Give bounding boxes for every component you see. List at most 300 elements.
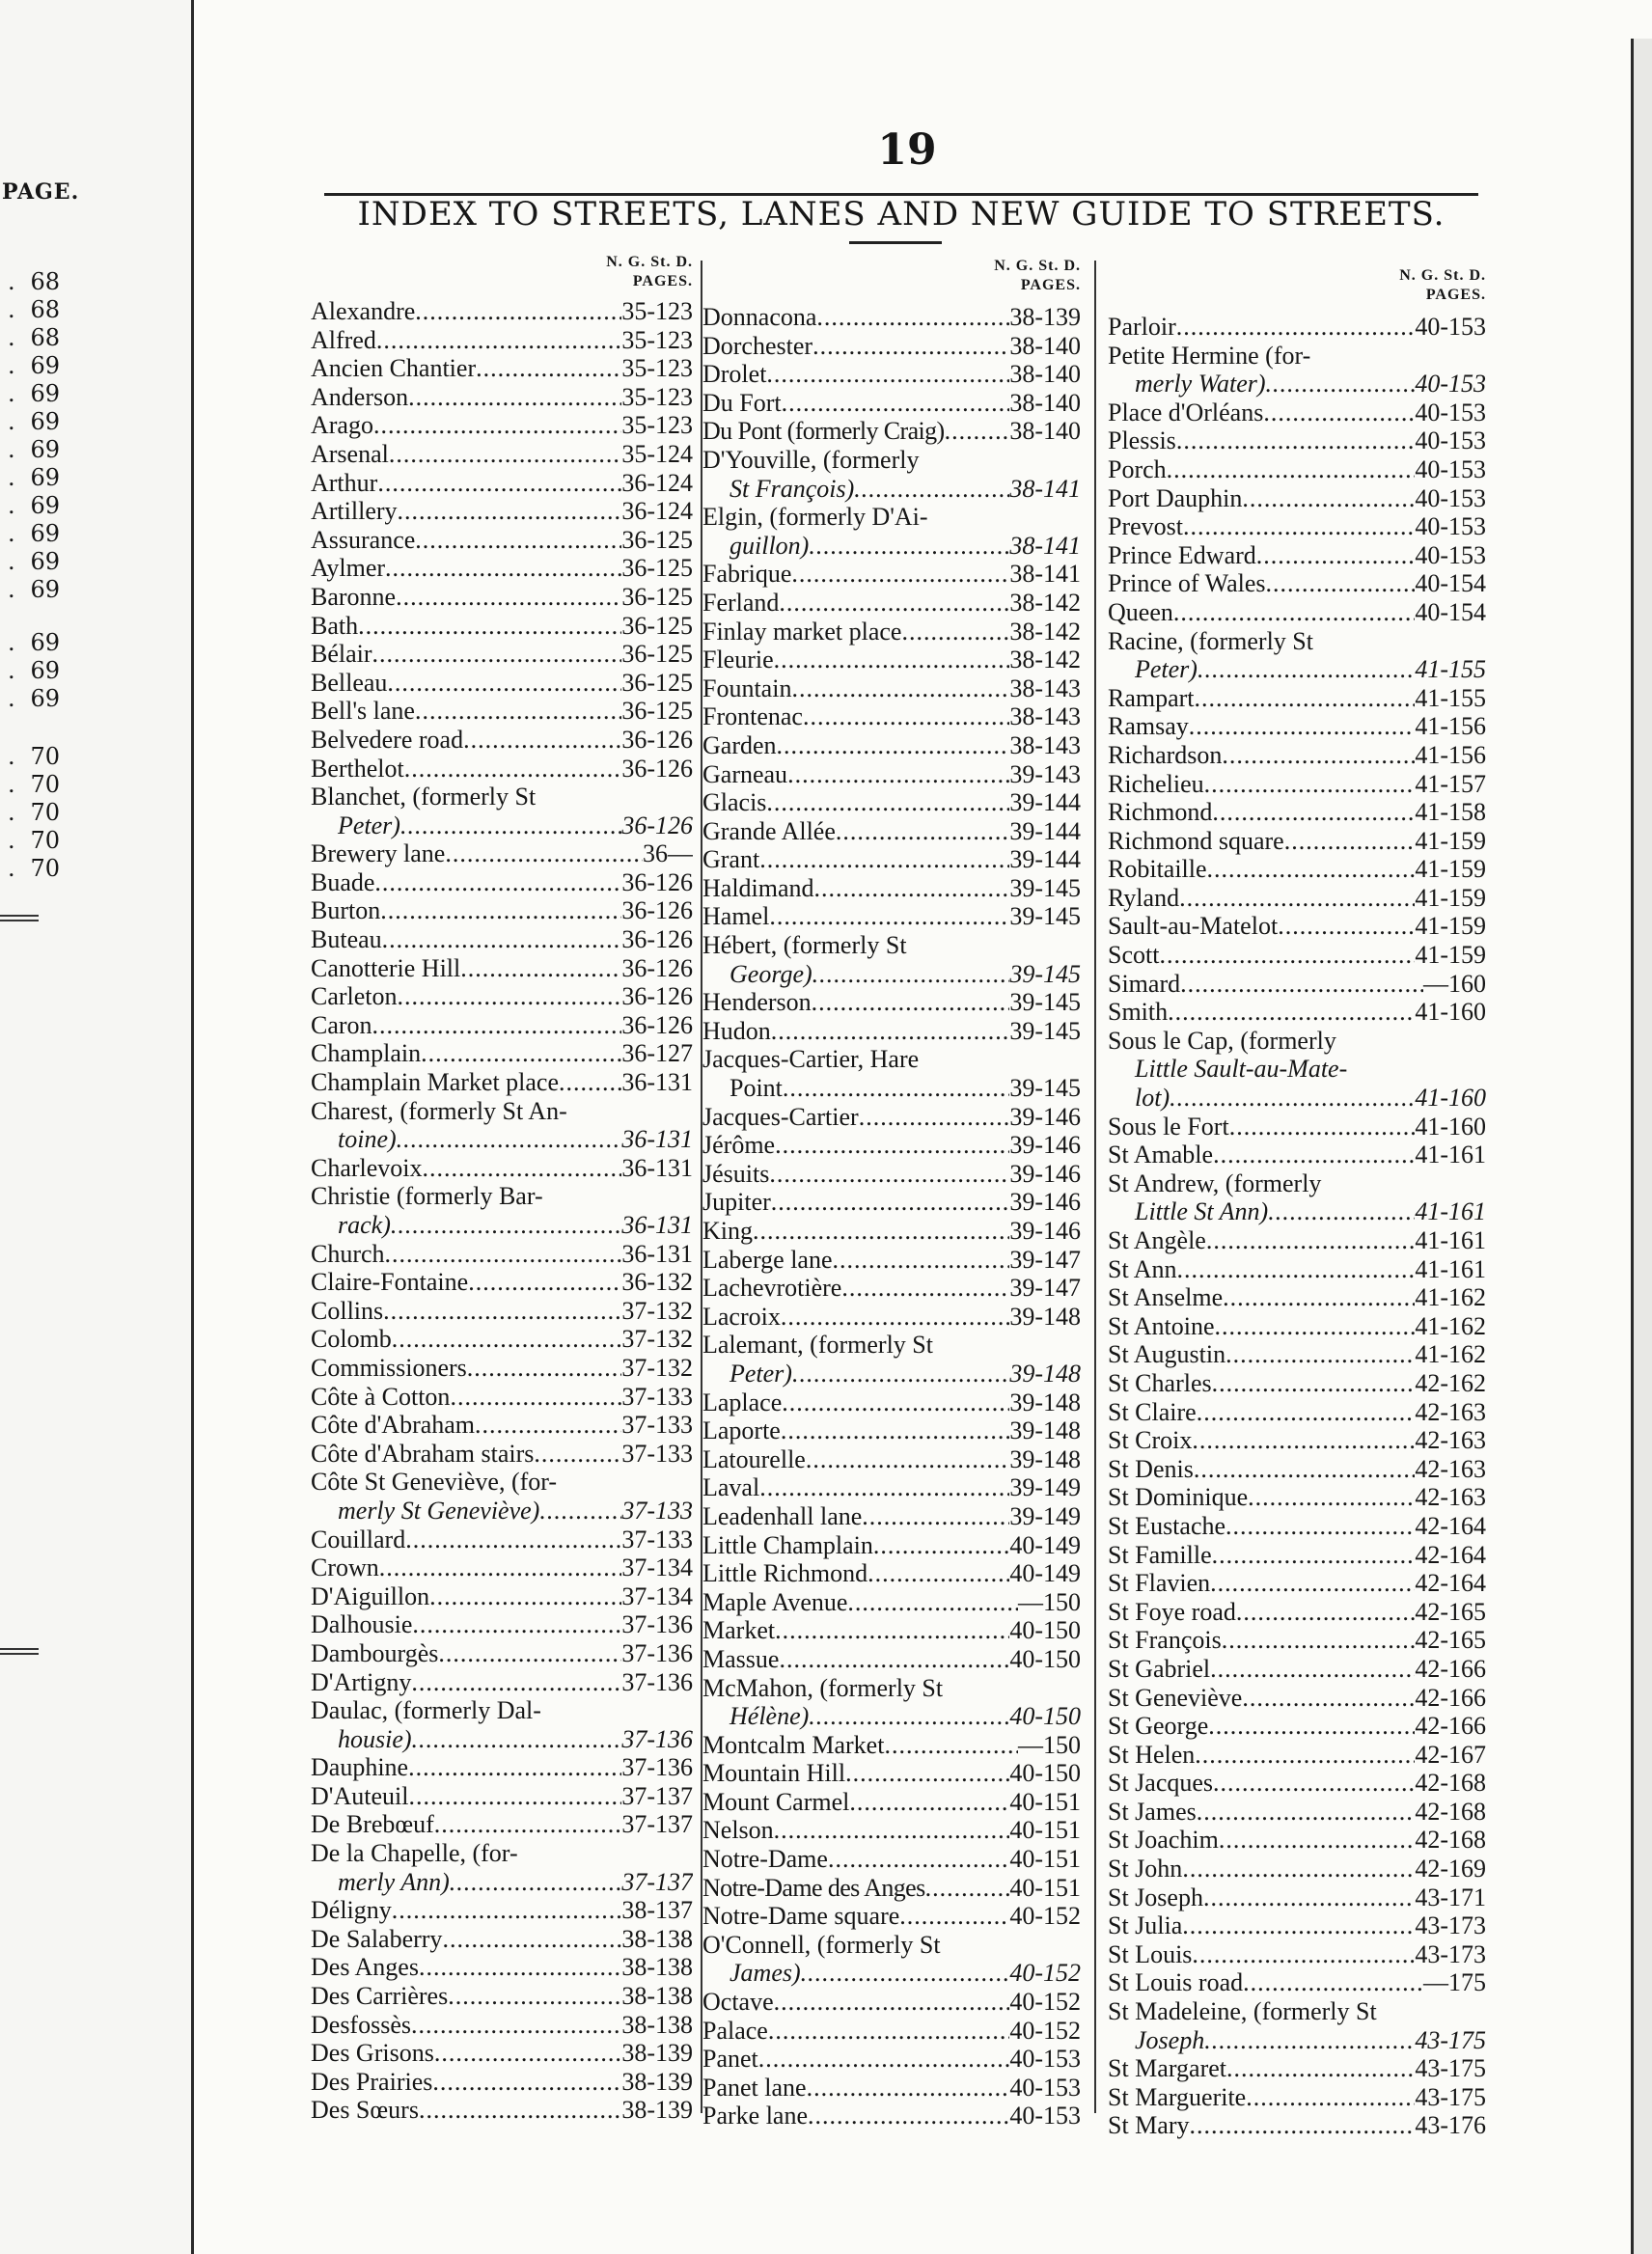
- page-reference: 41-161: [1415, 1141, 1486, 1169]
- street-name: St James: [1108, 1797, 1197, 1826]
- previous-page-number: . 70: [0, 771, 60, 798]
- street-name: Couillard: [311, 1525, 406, 1553]
- index-entries: [702, 303, 1081, 2130]
- street-name: Simard: [1108, 969, 1181, 998]
- street-name: Dorchester: [702, 331, 813, 360]
- dot-leader: [1180, 970, 1423, 999]
- street-name: St Famille: [1108, 1540, 1212, 1569]
- street-name: lot): [1135, 1084, 1170, 1113]
- dot-leader: [901, 618, 1009, 646]
- street-name: St Eustache: [1108, 1511, 1226, 1540]
- index-entry: [1108, 1340, 1486, 1369]
- index-entry: [311, 1125, 693, 1154]
- street-name: Latourelle: [702, 1444, 806, 1473]
- street-name: Lacroix: [702, 1302, 781, 1331]
- dot-leader: [783, 1074, 1009, 1103]
- dot-leader: [1170, 1084, 1415, 1113]
- page-reference: 40-152: [1009, 1959, 1081, 1988]
- column-header: [1351, 266, 1486, 305]
- street-name: St Croix: [1108, 1426, 1193, 1455]
- index-entry: [311, 669, 693, 698]
- index-entry: [311, 2011, 693, 2040]
- page-reference: 36-125: [621, 554, 693, 583]
- index-entry: [702, 532, 1081, 561]
- page-title: INDEX TO STREETS, LANES AND NEW GUIDE TO STREETS.: [357, 195, 1446, 234]
- index-entry: [702, 1988, 1081, 2017]
- page-reference: 42-163: [1415, 1397, 1486, 1426]
- street-name: Jupiter: [702, 1188, 771, 1217]
- street-name: D'Auteuil: [311, 1781, 409, 1810]
- dot-leader: [377, 469, 621, 498]
- street-name: Nelson: [702, 1816, 774, 1845]
- street-name: Fleurie: [702, 646, 774, 674]
- dot-leader: [1229, 1113, 1416, 1141]
- page-reference: 41-160: [1415, 1112, 1486, 1141]
- index-entry: [702, 1017, 1081, 1046]
- dot-leader: [1204, 770, 1416, 799]
- index-entry: [702, 1874, 1081, 1903]
- dot-leader: [468, 1268, 621, 1297]
- dot-leader: [803, 702, 1009, 731]
- dot-leader: [1207, 855, 1416, 884]
- street-name: Dalhousie: [311, 1610, 413, 1639]
- index-entry: [702, 1788, 1081, 1817]
- page-reference: 36-124: [621, 497, 693, 526]
- index-entry: [1108, 1255, 1486, 1284]
- dot-leader: [1176, 313, 1416, 342]
- page-reference: 39-147: [1009, 1245, 1081, 1274]
- dot-leader: [442, 1925, 621, 1954]
- dot-leader: [849, 1788, 1009, 1817]
- dot-leader: [383, 1297, 621, 1326]
- page-reference: 36-126: [621, 867, 693, 896]
- page-reference: 40-151: [1009, 1816, 1081, 1845]
- street-name: Crown: [311, 1553, 379, 1582]
- index-entry: [1108, 1197, 1486, 1226]
- street-name: Sault-au-Matelot: [1108, 912, 1279, 941]
- page-reference: 41-156: [1415, 712, 1486, 741]
- street-name: McMahon, (formerly St: [702, 1673, 944, 1702]
- dot-leader: [412, 1725, 622, 1754]
- page-reference: 37-133: [621, 1525, 693, 1553]
- street-name: Palace: [702, 2016, 768, 2045]
- dot-leader: [1225, 1340, 1415, 1369]
- index-entry: [702, 1131, 1081, 1160]
- dot-leader: [1278, 912, 1415, 941]
- page-reference: 41-156: [1415, 740, 1486, 769]
- street-name: Leadenhall lane: [702, 1501, 863, 1530]
- page-reference: 41-159: [1415, 883, 1486, 912]
- page-reference: 42-168: [1415, 1769, 1486, 1798]
- index-entry: [702, 1674, 1081, 1703]
- street-name: Jésuits: [702, 1159, 770, 1188]
- page-reference: 38-140: [1009, 388, 1081, 417]
- index-entry: [311, 1268, 693, 1297]
- previous-page-number: . 69: [0, 629, 60, 656]
- dot-leader: [463, 726, 621, 755]
- page-reference: 37-134: [621, 1553, 693, 1582]
- page-reference: 41-159: [1415, 912, 1486, 941]
- index-entry: [311, 1097, 693, 1126]
- street-name: Champlain Market place: [311, 1068, 560, 1097]
- page-reference: 36-125: [621, 582, 693, 611]
- dot-leader: [1219, 1826, 1415, 1855]
- index-entry: [311, 982, 693, 1011]
- dot-leader: [769, 902, 1009, 931]
- index-entry: [702, 303, 1081, 332]
- page-reference: 40-150: [1009, 1644, 1081, 1673]
- index-entry: [702, 2102, 1081, 2130]
- dot-leader: [812, 988, 1010, 1017]
- street-name: Garneau: [702, 759, 788, 788]
- index-entry: [702, 1531, 1081, 1560]
- page-reference: 39-149: [1009, 1473, 1081, 1502]
- column-header-line1: N. G. St. D.: [994, 258, 1081, 274]
- dot-leader: [1195, 1741, 1415, 1770]
- street-name: Côte à Cotton: [311, 1382, 451, 1411]
- dot-leader: [392, 1325, 622, 1354]
- page-reference: 36-124: [621, 468, 693, 497]
- index-entry: [702, 618, 1081, 646]
- street-name: Richardson: [1108, 740, 1223, 769]
- page-reference: 39-145: [1009, 1016, 1081, 1045]
- index-entry: [1108, 512, 1486, 541]
- page-reference: 40-153: [1415, 426, 1486, 455]
- index-entry: [1108, 541, 1486, 570]
- dot-leader: [391, 1211, 621, 1240]
- index-entry: [1108, 1226, 1486, 1255]
- previous-page-number: . 69: [0, 576, 60, 603]
- column-header-line1: N. G. St. D.: [1399, 267, 1486, 284]
- page-reference: 37-137: [621, 1781, 693, 1810]
- index-entry: [702, 674, 1081, 703]
- page-reference: 39-144: [1009, 845, 1081, 874]
- dot-leader: [769, 1160, 1009, 1189]
- street-name: Des Grisons: [311, 2039, 434, 2068]
- street-name: Des Sœurs: [311, 2096, 419, 2125]
- street-name: Côte d'Abraham: [311, 1411, 476, 1440]
- index-entry: [1108, 1084, 1486, 1113]
- street-name: Jacques-Cartier, Hare: [702, 1045, 920, 1074]
- street-name: St Gabriel: [1108, 1654, 1211, 1683]
- index-entry: [702, 1103, 1081, 1132]
- street-name: Prevost: [1108, 512, 1183, 541]
- street-name: Garden: [702, 730, 777, 759]
- index-entry: [1108, 1141, 1486, 1169]
- street-name: St Angèle: [1108, 1226, 1206, 1254]
- page-reference: 42-164: [1415, 1569, 1486, 1598]
- street-name: Anderson: [311, 382, 409, 411]
- street-name: Peter): [730, 1359, 792, 1388]
- street-name: Lalemant, (formerly St: [702, 1331, 933, 1360]
- page-reference: 36-126: [621, 1010, 693, 1039]
- page-reference: 38-143: [1009, 730, 1081, 759]
- dot-leader: [777, 731, 1010, 760]
- index-entry: [702, 1502, 1081, 1531]
- page-reference: 40-153: [1415, 398, 1486, 426]
- page-reference: —150: [1018, 1730, 1081, 1759]
- page-reference: 43-175: [1415, 2054, 1486, 2083]
- dot-leader: [1197, 1398, 1416, 1427]
- street-name: De Salaberry: [311, 1924, 443, 1953]
- dot-leader: [1210, 1655, 1415, 1684]
- dot-leader: [415, 697, 621, 726]
- dot-leader: [781, 1303, 1009, 1332]
- index-entry: [311, 783, 693, 811]
- dot-leader: [1210, 1569, 1415, 1598]
- index-entry: [1108, 1684, 1486, 1713]
- dot-leader: [1168, 998, 1415, 1027]
- page-reference: 38-141: [1009, 560, 1081, 589]
- dot-leader: [400, 811, 621, 840]
- page-reference: 39-146: [1009, 1188, 1081, 1217]
- index-entry: [311, 1725, 693, 1754]
- dot-leader: [382, 925, 622, 954]
- page-reference: 38-138: [621, 1982, 693, 2011]
- street-name: St Flavien: [1108, 1569, 1211, 1598]
- street-name: Donnacona: [702, 303, 817, 331]
- index-entry: [311, 583, 693, 612]
- dot-leader: [372, 640, 622, 669]
- index-entry: [311, 2096, 693, 2125]
- index-entry: [311, 1753, 693, 1782]
- dot-leader: [389, 440, 621, 469]
- dot-leader: [862, 1502, 1009, 1531]
- index-entry: [311, 1468, 693, 1497]
- street-name: Caron: [311, 1010, 372, 1039]
- street-name: Laporte: [702, 1416, 781, 1445]
- dot-leader: [1195, 684, 1416, 713]
- index-entry: [702, 874, 1081, 903]
- street-name: St Madeleine, (formerly St: [1108, 1997, 1377, 2026]
- index-entry: [702, 988, 1081, 1017]
- index-entry: [702, 646, 1081, 674]
- street-name: St Geneviève: [1108, 1683, 1243, 1712]
- street-name: Montcalm Market: [702, 1730, 885, 1759]
- street-name: St François): [730, 474, 855, 503]
- street-name: King: [702, 1217, 753, 1245]
- page-reference: 38-140: [1009, 360, 1081, 389]
- page-reference: 38-141: [1009, 531, 1081, 560]
- dot-leader: [1242, 1684, 1415, 1713]
- street-name: Berthelot: [311, 754, 404, 783]
- index-entry: [1108, 1169, 1486, 1198]
- dot-leader: [559, 1068, 621, 1097]
- column-header: [558, 253, 693, 291]
- page-reference: 37-133: [621, 1439, 693, 1468]
- index-entry: [1108, 484, 1486, 513]
- page-reference: 39-145: [1009, 988, 1081, 1017]
- index-entry: [311, 1696, 693, 1725]
- index-entry: [311, 1154, 693, 1183]
- dot-leader: [1222, 1626, 1416, 1655]
- street-name: Glacis: [702, 788, 767, 817]
- street-name: Buade: [311, 867, 375, 896]
- dot-leader: [396, 583, 621, 612]
- dot-leader: [376, 326, 621, 355]
- index-entry: [1108, 941, 1486, 970]
- index-entry: [311, 1211, 693, 1240]
- page-reference: 43-175: [1415, 2082, 1486, 2111]
- street-name: Artillery: [311, 497, 398, 526]
- dot-leader: [1167, 455, 1416, 484]
- index-entry: [702, 960, 1081, 989]
- index-entry: [702, 1217, 1081, 1246]
- index-entry: [311, 1810, 693, 1839]
- index-entry: [702, 1816, 1081, 1845]
- page-reference: 36-125: [621, 640, 693, 669]
- dot-leader: [1176, 426, 1416, 455]
- street-name: Richmond: [1108, 798, 1213, 827]
- index-entry: [702, 1360, 1081, 1388]
- page-reference: 42-167: [1415, 1740, 1486, 1769]
- page-reference: 36-126: [621, 925, 693, 954]
- index-entry: [702, 845, 1081, 874]
- street-name: toine): [338, 1125, 397, 1154]
- dot-leader: [397, 1125, 622, 1154]
- index-entry: [311, 811, 693, 840]
- street-name: Des Prairies: [311, 2067, 433, 2096]
- street-name: St Louis road: [1108, 1968, 1244, 1997]
- dot-leader: [828, 1845, 1009, 1874]
- index-entry: [702, 1702, 1081, 1731]
- dot-leader: [476, 354, 621, 383]
- index-entry: [1108, 712, 1486, 741]
- index-entry: [311, 1925, 693, 1954]
- street-name: Little Champlain: [702, 1530, 873, 1559]
- dot-leader: [792, 1360, 1009, 1388]
- street-name: Canotterie Hill: [311, 953, 461, 982]
- street-name: Alexandre: [311, 297, 416, 325]
- dot-leader: [421, 1039, 621, 1068]
- index-entry: [702, 1588, 1081, 1617]
- street-name: Grande Allée: [702, 816, 836, 845]
- street-name: Arago: [311, 411, 373, 440]
- page-reference: 39-146: [1009, 1102, 1081, 1131]
- dot-leader: [1179, 884, 1415, 913]
- street-name: St George: [1108, 1712, 1209, 1741]
- previous-page-number: . 70: [0, 855, 60, 882]
- street-name: Burton: [311, 896, 381, 925]
- street-name: Little Richmond: [702, 1559, 868, 1588]
- street-name: Hélène): [730, 1702, 810, 1731]
- dot-leader: [791, 674, 1009, 703]
- page-reference: 37-132: [621, 1353, 693, 1382]
- index-entry: [702, 1902, 1081, 1931]
- page-reference: 35-123: [621, 382, 693, 411]
- page-reference: —175: [1423, 1968, 1486, 1997]
- page-reference: 40-153: [1415, 370, 1486, 399]
- index-entries: [1108, 313, 1486, 2140]
- index-entry: [1108, 1940, 1486, 1969]
- index-entry: [702, 2045, 1081, 2074]
- index-entry: [311, 1610, 693, 1639]
- previous-page-margin: [0, 0, 194, 2254]
- page-reference: 39-148: [1009, 1416, 1081, 1445]
- index-entry: [702, 1331, 1081, 1360]
- dot-leader: [450, 1383, 621, 1412]
- page-reference: 42-162: [1415, 1368, 1486, 1397]
- page-reference: 41-155: [1415, 655, 1486, 684]
- dot-leader: [812, 960, 1010, 989]
- index-entry: [702, 1416, 1081, 1445]
- index-entry: [311, 526, 693, 555]
- index-entry: [702, 1931, 1081, 1960]
- dot-leader: [771, 1188, 1010, 1217]
- index-entry: [311, 1383, 693, 1412]
- dot-leader: [833, 1246, 1010, 1275]
- street-name: Dauphine: [311, 1753, 409, 1782]
- dot-leader: [1177, 1255, 1416, 1284]
- page-reference: 35-124: [621, 439, 693, 468]
- dot-leader: [1189, 712, 1416, 741]
- index-entry: [1108, 627, 1486, 656]
- dot-leader: [771, 1017, 1010, 1046]
- index-entry: [1108, 1569, 1486, 1598]
- previous-page-number: . 68: [0, 296, 60, 323]
- street-name: Fountain: [702, 673, 792, 702]
- dot-leader: [753, 1217, 1009, 1246]
- street-name: Des Anges: [311, 1953, 419, 1982]
- page-reference: 37-134: [621, 1581, 693, 1610]
- index-entry: [1108, 313, 1486, 342]
- street-name: St John: [1108, 1855, 1183, 1883]
- street-name: Prince Edward: [1108, 540, 1256, 569]
- page-reference: 38-139: [621, 2039, 693, 2068]
- column-header: [946, 257, 1081, 295]
- dot-leader: [415, 526, 621, 555]
- index-entry: [1108, 598, 1486, 627]
- index-entry: [1108, 2111, 1486, 2140]
- page-reference: 39-145: [1009, 959, 1081, 988]
- street-name: merly St Geneviève): [338, 1496, 540, 1525]
- street-name: Hébert, (formerly St: [702, 931, 907, 960]
- dot-leader: [847, 1588, 1018, 1617]
- index-entry: [702, 702, 1081, 731]
- index-entry: [702, 1473, 1081, 1502]
- street-name: Ancien Chantier: [311, 354, 477, 383]
- page-reference: 37-133: [621, 1411, 693, 1440]
- street-name: St Jacques: [1108, 1769, 1214, 1798]
- page-reference: 38-143: [1009, 673, 1081, 702]
- column-header-line2: PAGES.: [1425, 287, 1486, 303]
- street-name: Prince of Wales: [1108, 569, 1266, 598]
- dot-leader: [1242, 484, 1415, 513]
- dot-leader: [873, 1531, 1009, 1560]
- page-reference: 37-136: [621, 1667, 693, 1696]
- page-reference: 38-139: [621, 2096, 693, 2125]
- index-entry: [311, 839, 693, 868]
- dot-leader: [925, 1874, 1010, 1903]
- page-reference: 36-131: [621, 1068, 693, 1097]
- index-entry: [1108, 684, 1486, 713]
- index-entry: [1108, 2083, 1486, 2112]
- street-name: Sous le Fort: [1108, 1112, 1229, 1141]
- street-name: Octave: [702, 1988, 774, 2017]
- page-reference: 38-142: [1009, 617, 1081, 646]
- dot-leader: [766, 360, 1009, 389]
- street-name: Hamel: [702, 902, 770, 931]
- street-name: Laberge lane: [702, 1245, 833, 1274]
- street-name: Ramsay: [1108, 712, 1189, 741]
- street-name: Desfossès: [311, 2010, 411, 2039]
- dot-leader: [1159, 941, 1415, 970]
- page-reference: 41-162: [1415, 1311, 1486, 1340]
- street-name: St Dominique: [1108, 1483, 1249, 1512]
- dot-leader: [467, 1354, 622, 1383]
- page-reference: 40-152: [1009, 1988, 1081, 2017]
- street-name: St Andrew, (formerly: [1108, 1168, 1322, 1197]
